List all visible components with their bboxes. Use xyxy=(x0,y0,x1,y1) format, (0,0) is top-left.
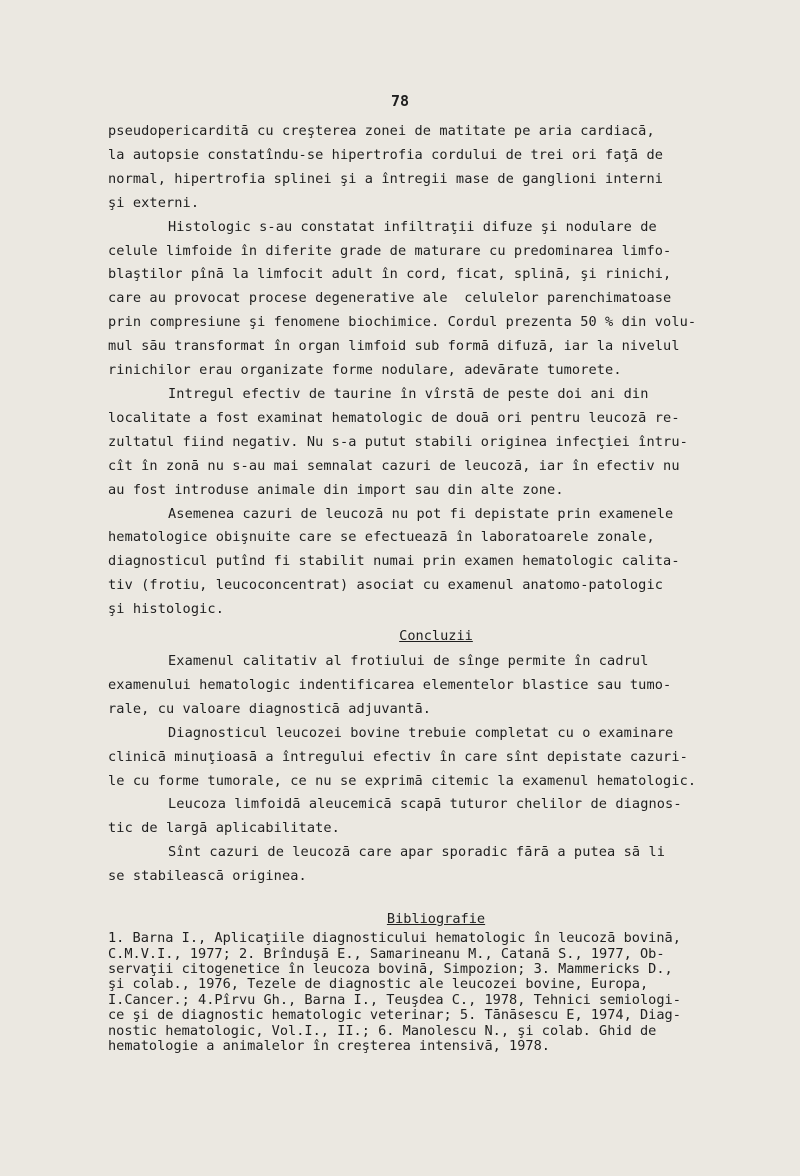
text-line: şi histologic. xyxy=(108,601,224,618)
bibliography-list xyxy=(108,931,784,1054)
conclusions-section xyxy=(108,650,784,889)
conclusion-paragraph xyxy=(108,793,784,841)
text-line: prin compresiune şi fenomene biochimice. Cordul prezenta 50 % din volu- xyxy=(108,314,697,331)
text-line: se stabileascā originea. xyxy=(108,868,307,885)
bibliography-line: hematologie a animalelor în creşterea intensivā, 1978. xyxy=(108,1037,550,1054)
bibliography-line: şi colab., 1976, Tezele de diagnostic ale leucozei bovine, Europa, xyxy=(108,976,649,993)
bibliography-line: I.Cancer.; 4.Pîrvu Gh., Barna I., Teuşdea C., 1978, Tehnici semiologi- xyxy=(108,991,681,1008)
conclusion-paragraph xyxy=(108,841,784,889)
text-line: rinichilor erau organizate forme nodulare, adevārate tumorete. xyxy=(108,362,622,379)
text-line: blaştilor pînā la limfocit adult în cord, ficat, splinā, şi rinichi, xyxy=(108,266,672,283)
bibliography-line: nostic hematologic, Vol.I., II.; 6. Manolescu N., şi colab. Ghid de xyxy=(108,1022,657,1039)
text-line: Leucoza limfoidā aleucemicā scapā tuturor chelilor de diagnos- xyxy=(168,796,682,813)
text-line: mul sāu transformat în organ limfoid sub formā difuzā, iar la nivelul xyxy=(108,338,680,355)
text-line: Diagnosticul leucozei bovine trebuie completat cu o examinare xyxy=(168,724,674,741)
text-line: celule limfoide în diferite grade de maturare cu predominarea limfo- xyxy=(108,242,672,259)
paragraph xyxy=(108,216,784,383)
text-line: examenului hematologic indentificarea elementelor blastice sau tumo- xyxy=(108,676,672,693)
conclusions-heading: Concluzii xyxy=(399,628,473,645)
text-line: zultatul fiind negativ. Nu s-a putut stabili originea infecţiei întru- xyxy=(108,433,688,450)
text-line: care au provocat procese degenerative ale celulelor parenchimatoase xyxy=(108,290,672,307)
text-line: tiv (frotiu, leucoconcentrat) asociat cu examenul anatomo-patologic xyxy=(108,577,664,594)
bibliography-line: servaţii citogenetice în leucoza bovinā, Simpozion; 3. Mammericks D., xyxy=(108,960,673,977)
paragraph xyxy=(108,120,784,216)
page-body xyxy=(108,120,784,1054)
conclusion-paragraph xyxy=(108,722,784,794)
text-line: le cu forme tumorale, ce nu se exprimā citemic la examenul hematologic. xyxy=(108,772,697,789)
text-line: hematologice obişnuite care se efectueazā în laboratoarele zonale, xyxy=(108,529,655,546)
text-line: normal, hipertrofia splinei şi a întregii mase de ganglioni interni xyxy=(108,170,664,187)
text-line: pseudopericarditā cu creşterea zonei de matitate pe aria cardiacā, xyxy=(108,123,655,139)
text-line: rale, cu valoare diagnosticā adjuvantā. xyxy=(108,700,432,717)
text-line: localitate a fost examinat hematologic de douā ori pentru leucozā re- xyxy=(108,409,680,426)
conclusion-paragraph xyxy=(108,650,784,722)
text-line: şi externi. xyxy=(108,194,200,211)
bibliography-line: ce şi de diagnostic hematologic veterinar; 5. Tānāsescu E, 1974, Diag- xyxy=(108,1007,681,1024)
text-line: clinicā minuţioasā a întregului efectiv în care sînt depistate cazuri- xyxy=(108,748,688,765)
body-paragraphs xyxy=(108,120,784,622)
text-line: Histologic s-au constatat infiltraţii difuze şi nodulare de xyxy=(168,218,657,235)
bibliography-line: 1. Barna I., Aplicaţiile diagnosticului hematologic în leucozā bovinā, xyxy=(108,930,681,947)
bibliography-heading: Bibliografie xyxy=(386,911,486,928)
text-line: diagnosticul putînd fi stabilit numai prin examen hematologic calita- xyxy=(108,553,680,570)
bibliography-line: C.M.V.I., 1977; 2. Brînduşā E., Samarineanu M., Catanā S., 1977, Ob- xyxy=(108,945,665,962)
text-line: au fost introduse animale din import sau din alte zone. xyxy=(108,481,564,498)
text-line: cît în zonā nu s-au mai semnalat cazuri de leucozā, iar în efectiv nu xyxy=(108,457,680,474)
page-number: 78 xyxy=(390,92,410,110)
text-line: la autopsie constatîndu-se hipertrofia cordului de trei ori faţā de xyxy=(108,146,664,163)
text-line: Asemenea cazuri de leucozā nu pot fi depistate prin examenele xyxy=(168,505,674,522)
text-line: Examenul calitativ al frotiului de sînge permite în cadrul xyxy=(168,653,649,670)
paragraph xyxy=(108,383,784,503)
paragraph xyxy=(108,503,784,623)
text-line: tic de largā aplicabilitate. xyxy=(108,820,340,837)
text-line: Sînt cazuri de leucozā care apar sporadic fārā a putea sā li xyxy=(168,844,666,861)
text-line: Intregul efectiv de taurine în vîrstā de peste doi ani din xyxy=(168,385,649,402)
